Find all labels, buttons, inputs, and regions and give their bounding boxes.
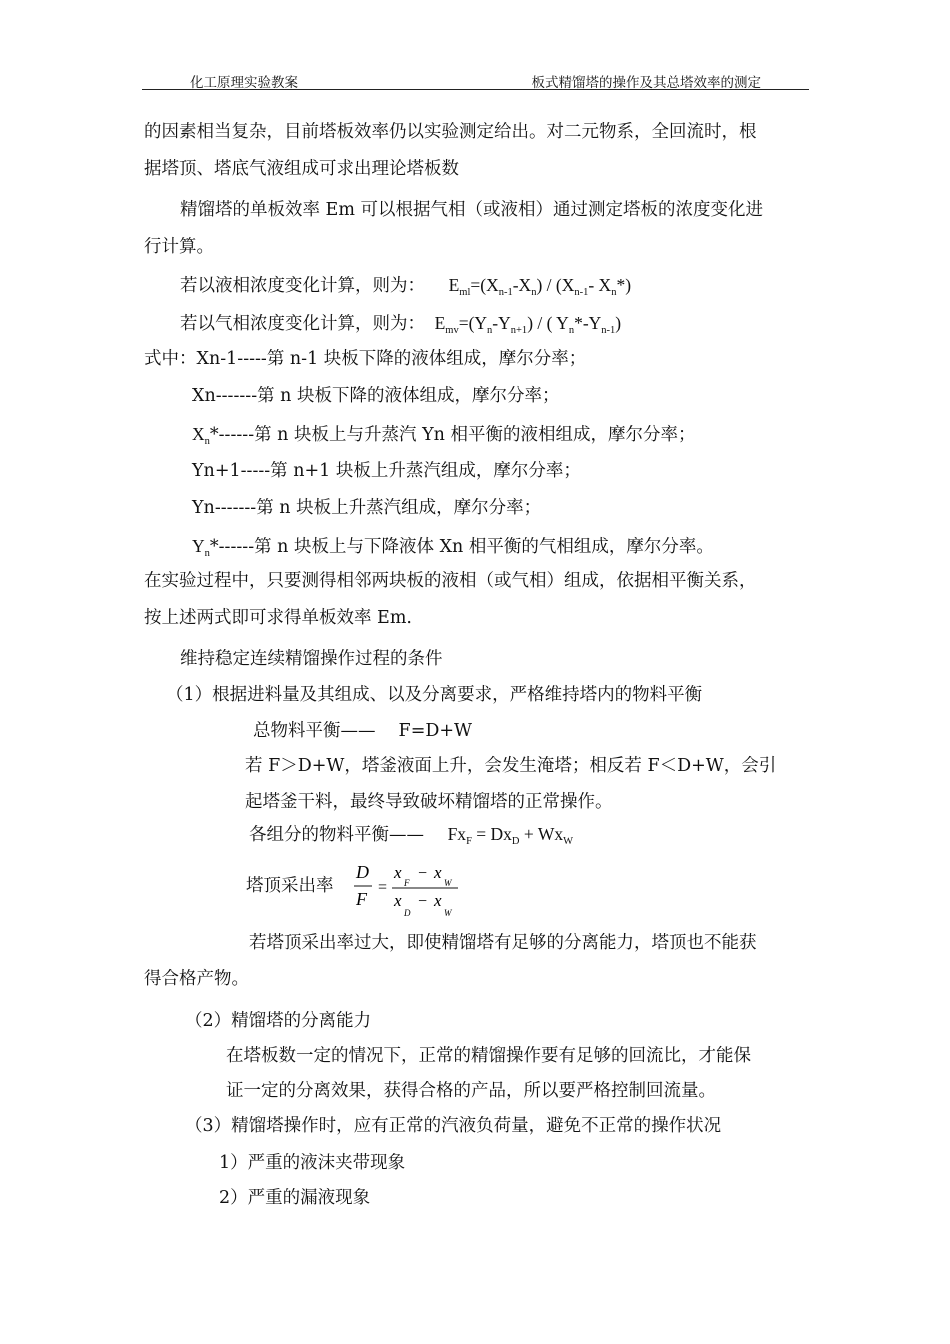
definition-line xyxy=(192,535,714,558)
paragraph-line: 得合格产物。 xyxy=(144,969,249,989)
paragraph-line: 若塔顶采出率过大，即使精馏塔有足够的分离能力，塔顶也不能获 xyxy=(249,933,757,953)
svg-text:W: W xyxy=(444,878,452,888)
symbol-yn: $Y_n$ xyxy=(192,536,210,559)
svg-text:−: − xyxy=(418,865,428,882)
distillate-ratio-formula xyxy=(350,858,470,922)
svg-text:D: D xyxy=(404,908,411,918)
equation-lead-text: 若以气相浓度变化计算，则为： xyxy=(180,314,425,334)
paragraph-line: 的因素相当复杂，目前塔板效率仍以实验测定给出。对二元物系，全回流时，根 xyxy=(144,122,757,142)
paragraph-line: 起塔釜干料，最终导致破坏精馏塔的正常操作。 xyxy=(245,792,613,812)
section-title: 维持稳定连续精馏操作过程的条件 xyxy=(180,649,443,669)
equation-vapor: $E_{mv}=(Y_n-Y_{n+1})$ / ( $Y_n*-Y_{n-1}$) xyxy=(434,313,622,336)
paragraph-line: 在实验过程中，只要测得相邻两块板的液相（或气相）组成，依据相平衡关系， xyxy=(144,571,757,591)
condition-item: （1）根据进料量及其组成、以及分离要求，严格维持塔内的物料平衡 xyxy=(166,685,703,705)
formula-f: F xyxy=(356,889,367,909)
sub-item: 1）严重的液沫夹带现象 xyxy=(219,1153,406,1173)
component-balance-equation: $Fx_F = Dx_D + Wx_W$ xyxy=(447,824,574,847)
formula-xd: x xyxy=(394,891,402,910)
definition-line: 式中：Xn-1-----第 n-1 块板下降的液体组成，摩尔分率； xyxy=(144,349,587,369)
paragraph-line: 证一定的分离效果，获得合格的产品，所以要严格控制回流量。 xyxy=(226,1081,716,1101)
condition-item: （3）精馏塔操作时，应有正常的汽液负荷量，避免不正常的操作状况 xyxy=(185,1116,722,1136)
symbol-xn: $X_n$ xyxy=(192,424,210,447)
definition-line xyxy=(192,423,695,446)
svg-text:−: − xyxy=(418,893,428,910)
definition-text: *------第 n 块板上与下降液体 Xn 相平衡的气相组成，摩尔分率。 xyxy=(209,537,714,557)
paragraph-line: 若 F＞D+W，塔釜液面上升，会发生淹塔；相反若 F＜D+W，会引 xyxy=(245,756,777,776)
sub-item: 2）严重的漏液现象 xyxy=(219,1188,371,1208)
equation-liquid-line xyxy=(180,274,631,297)
formula-xw-top: x xyxy=(434,863,442,882)
formula-xf: x xyxy=(394,863,402,882)
formula-xw-bottom: x xyxy=(434,891,442,910)
ratio-lead: 塔顶采出率 xyxy=(246,876,334,896)
paragraph-line: 精馏塔的单板效率 Em 可以根据气相（或液相）通过测定塔板的浓度变化进 xyxy=(180,200,763,220)
equation-vapor-line xyxy=(180,312,621,335)
definition-line: Yn-------第 n 块板上升蒸汽组成，摩尔分率； xyxy=(192,498,542,518)
definition-line: Yn+1-----第 n+1 块板上升蒸汽组成，摩尔分率； xyxy=(192,461,581,481)
definition-text: *------第 n 块板上与升蒸汽 Yn 相平衡的液相组成，摩尔分率； xyxy=(209,425,696,445)
paragraph-line: 在塔板数一定的情况下，正常的精馏操作要有足够的回流比，才能保 xyxy=(226,1046,751,1066)
equation-liquid: $E_{ml}=(X_{n-1}-X_n) / (X_{n-1}-$ $X_n*$) xyxy=(448,275,632,298)
paragraph-line: 据塔顶、塔底气液组成可求出理论塔板数 xyxy=(144,159,459,179)
equation-lead-text: 若以液相浓度变化计算，则为： xyxy=(180,276,425,296)
svg-text:F: F xyxy=(404,878,410,888)
svg-text:W: W xyxy=(444,908,452,918)
definition-line: Xn-------第 n 块板下降的液体组成，摩尔分率； xyxy=(192,386,560,406)
paragraph-line: 按上述两式即可求得单板效率 Em. xyxy=(144,608,412,628)
page-header xyxy=(142,70,809,90)
component-balance-lead: 各组分的物料平衡—— xyxy=(249,825,424,845)
header-chapter-title: 板式精馏塔的操作及其总塔效率的测定 xyxy=(531,75,761,91)
paragraph-line: 行计算。 xyxy=(144,237,214,257)
formula-equals: = xyxy=(378,879,388,896)
header-course-title: 化工原理实验教案 xyxy=(190,75,298,91)
component-balance-line xyxy=(249,823,573,846)
total-balance-line: 总物料平衡—— F=D+W xyxy=(253,721,473,741)
formula-d: D xyxy=(356,862,369,882)
condition-item: （2）精馏塔的分离能力 xyxy=(185,1011,372,1031)
